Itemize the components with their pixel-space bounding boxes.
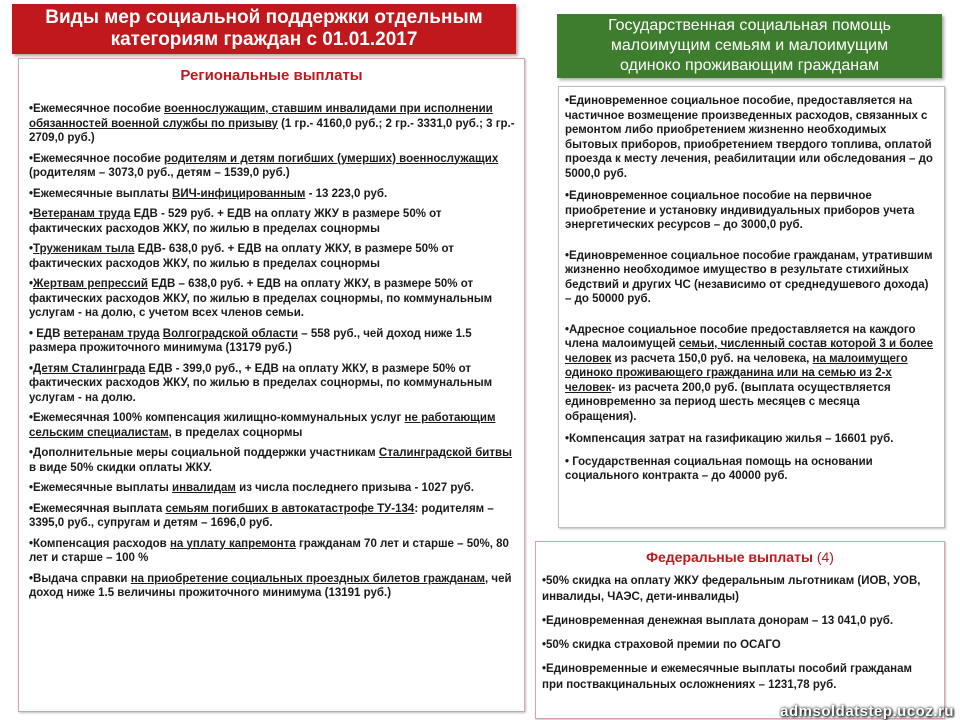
header-state-line2: малоимущим семьям и малоимущим (610, 37, 889, 54)
list-item (542, 573, 936, 605)
item-text: •50% скидка на оплату ЖКУ федеральным льготникам (ИОВ, УОВ, инвалиды, ЧАЭС, дети-инвалиды) (542, 575, 921, 603)
underlined-text: ВИЧ-инфицированным (172, 187, 306, 200)
list-item (565, 432, 934, 447)
list-item (19, 102, 524, 146)
item-text: •Ежемесячная 100% компенсация жилищно-коммунальных услуг (29, 412, 405, 424)
header-state-line3: одиноко проживающим гражданам (619, 57, 880, 74)
item-text: •Дополнительные меры социальной поддержки участникам (29, 447, 379, 459)
list-item (19, 446, 524, 475)
list-item (19, 411, 524, 440)
list-item (19, 277, 524, 321)
regional-payments-title: Региональные выплаты (180, 67, 363, 84)
underlined-text: Детям Сталинграда (33, 362, 146, 375)
item-text: : родителям – 3395,0 руб., супругам и детям – 1696,0 руб. (29, 502, 494, 529)
list-item (19, 362, 524, 406)
header-state-line1: Государственная социальная помощь (608, 17, 891, 34)
item-text: ЕДВ - 529 руб. + ЕДВ на оплату ЖКУ в размере 50% от фактических расходов ЖКУ, по жилью в пределах соцнормы (29, 208, 442, 235)
item-text: •Выдача справки (29, 572, 131, 585)
item-text: (родителям – 3073,0 руб., детям – 1539,0 руб.) (29, 167, 290, 179)
underlined-text: Ветеранам труда (33, 208, 131, 220)
item-text: , чей доход ниже 1.5 величины прожиточного минимума (13191 руб.) (29, 572, 512, 599)
item-text: ЕДВ- 638,0 руб. + ЕДВ на оплату ЖКУ, в размере 50% от фактических расходов ЖКУ, по жилью в пределах соцнормы (29, 243, 454, 270)
state-help-panel (558, 86, 945, 528)
underlined-text: ветеранам труда (63, 327, 160, 340)
header-regional-line2: категориям граждан с 01.01.2017 (110, 29, 418, 50)
item-text: •Единовременная денежная выплата донорам – 13 041,0 руб. (542, 615, 894, 627)
item-text: •Единовременное социальное пособие, предоставляется на частичное возмещение произведенных расходов, связанных с ремонтом либо приобретением жизненно необходимых бытовых приборов, приобретением твердого топлива, оплатой проезда к месту лечения, реабилитации или обследования – до 5000,0 руб. (565, 95, 933, 180)
item-text: • (29, 278, 34, 290)
item-text: (1 гр.- 4160,0 руб.; 2 гр.- 3331,0 руб.; 3 гр.- 2709,0 руб.) (29, 117, 515, 144)
item-text: - 13 223,0 руб. (305, 187, 388, 200)
underlined-text: не работающим сельским специалистам (29, 412, 496, 439)
list-item (19, 572, 524, 601)
list-item (542, 637, 936, 653)
item-text: •50% скидка страховой премии по ОСАГО (542, 639, 781, 651)
item-text: •Адресное социальное пособие предоставляется на каждого члена малоимущей (565, 323, 916, 350)
federal-payments-panel (535, 541, 945, 719)
federal-title-count: (4) (816, 549, 834, 565)
item-text: ЕДВ - 399,0 руб., + ЕДВ на оплату ЖКУ, в размере 50% от фактических расходов ЖКУ, по жилью в пределах соцнормы, по коммунальным услугам - на долю. (29, 362, 493, 404)
underlined-text: на приобретение социальных проездных билетов гражданам (130, 572, 485, 585)
list-item (19, 242, 524, 271)
item-text: •Ежемесячные выплаты (29, 482, 173, 494)
header-regional-measures (12, 4, 516, 54)
item-text: ЕДВ – 638,0 руб. + ЕДВ на оплату ЖКУ, в размере 50% от фактических расходов ЖКУ, по жилью в пределах соцнормы, по коммунальным услугам - на долю, с учетом всех членов семьи. (29, 278, 493, 319)
item-text: •Ежемесячные выплаты (29, 187, 173, 200)
header-state-help (557, 14, 942, 78)
item-text: - из расчета 200,0 руб. (выплата осуществляется единовременно за период шесть месяцев с месяца обращения). (565, 381, 891, 423)
state-help-list (559, 87, 944, 484)
federal-payments-list (536, 567, 944, 693)
item-text: • (29, 243, 34, 255)
item-text: •Ежемесячное пособие (29, 103, 165, 115)
federal-title-main: Федеральные выплаты (646, 549, 813, 565)
item-text: • (29, 208, 34, 220)
item-text: •Компенсация затрат на газификацию жилья – 16601 руб. (565, 433, 894, 445)
underlined-text: военнослужащим, ставшим инвалидами при исполнении обязанностей военной службы по призыву (29, 103, 493, 130)
list-item (19, 502, 524, 531)
list-item (19, 207, 524, 236)
site-watermark: admsoldatstep.ucoz.ru (780, 703, 954, 720)
item-text: •Единовременное социальное пособие на первичное приобретение и установку индивидуальных приборов учета энергетических ресурсов – до 3000,0 руб. (565, 190, 915, 231)
item-text: гражданам 70 лет и старше – 50%, 80 лет и старше – 100 % (29, 537, 509, 564)
item-text: в виде 50% скидки оплаты ЖКУ. (29, 461, 212, 474)
list-item (19, 537, 524, 566)
item-text: из расчета 150,0 руб. на человека, (611, 352, 813, 365)
list-item (19, 187, 524, 202)
underlined-text: Труженикам тыла (33, 243, 135, 255)
item-text: , в пределах соцнормы (168, 426, 303, 439)
underlined-text: инвалидам (172, 482, 236, 494)
item-text: •Единовременные и ежемесячные выплаты пособий гражданам при поствакцинальных осложнениях – 1231,78 руб. (542, 663, 912, 691)
item-text: • (29, 362, 34, 375)
list-item (565, 323, 934, 425)
item-text: • Государственная социальная помощь на основании социального контракта – до 40000 руб. (565, 455, 873, 482)
underlined-text: Сталинградской битвы (378, 447, 512, 459)
item-text: •Ежемесячная выплата (29, 502, 166, 515)
underlined-text: на уплату капремонта (169, 537, 296, 550)
list-item (565, 94, 934, 181)
item-text: •Единовременное социальное пособие гражданам, утратившим жизненно необходимое имущество в результате стихийных бедствий и других ЧС (независимо от среднедушевого дохода) – до 50000 руб. (565, 249, 933, 305)
list-item (19, 152, 524, 181)
item-text: из числа последнего призыва - 1027 руб. (235, 482, 474, 494)
underlined-text: семьям погибших в автокатастрофе ТУ-134 (165, 502, 415, 515)
underlined-text: семьи, численный состав которой 3 и более человек (565, 338, 933, 365)
list-item (565, 249, 934, 307)
list-item (19, 481, 524, 496)
item-text: •Ежемесячное пособие (29, 152, 165, 165)
list-item (565, 455, 934, 484)
list-item (542, 661, 936, 693)
header-regional-line1: Виды мер социальной поддержки отдельным (45, 7, 483, 28)
federal-payments-title (536, 542, 944, 567)
item-text: •Компенсация расходов (29, 537, 170, 550)
regional-payments-panel (18, 58, 525, 712)
underlined-text: Волгоградской области (162, 327, 299, 340)
underlined-text: на малоимущего одиноко проживающего гражданина или на семью из 2-х человек (565, 352, 908, 394)
underlined-text: Жертвам репрессий (33, 278, 148, 290)
underlined-text: родителям и детям погибших (умерших) военнослужащих (164, 152, 499, 165)
list-item (19, 327, 524, 356)
regional-payments-list (19, 86, 524, 601)
item-text: – 558 руб., чей доход ниже 1.5 размера прожиточного минимума (13179 руб.) (29, 327, 472, 354)
list-item (542, 613, 936, 629)
list-item (565, 189, 934, 233)
item-text: • ЕДВ (29, 327, 64, 340)
